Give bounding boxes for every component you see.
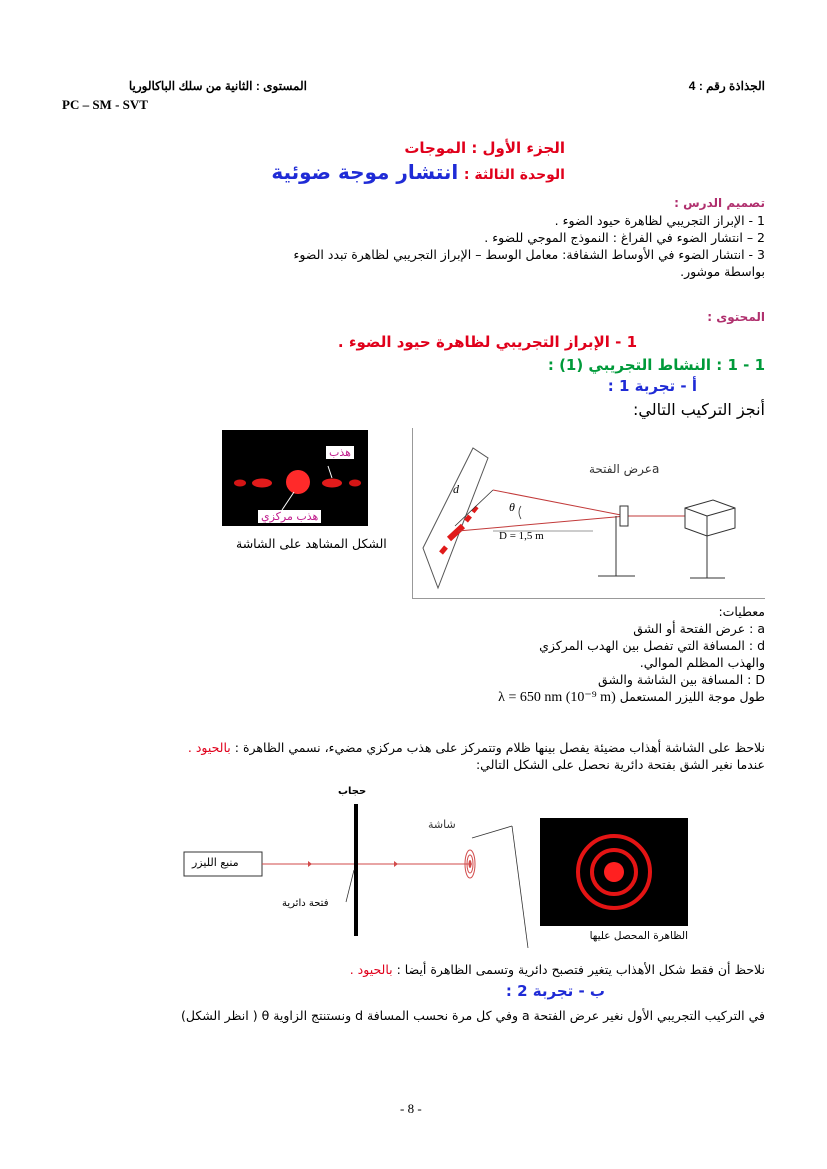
central-fringe-label: هذب مركزي xyxy=(258,510,321,523)
observed-pattern-image xyxy=(222,430,368,526)
circular-aperture-text: عندما نغير الشق بفتحة دائرية نحصل على الشكل التالي: xyxy=(475,757,765,772)
fringe-dot xyxy=(252,479,272,488)
unit-prefix: الوحدة الثالثة : xyxy=(463,167,565,183)
ring-center xyxy=(469,860,472,868)
theta-arc xyxy=(519,506,521,519)
header-sheet-number: الجذاذة رقم : 4 xyxy=(688,79,765,93)
hole-pointer xyxy=(346,870,354,902)
slit xyxy=(620,506,628,526)
data-D: D : المسافة بين الشاشة والشق xyxy=(598,672,765,687)
label-pointer xyxy=(282,492,294,510)
screen-fringe xyxy=(466,516,470,521)
design-item: 1 - الإبراز التجريبي لظاهرة حيود الضوء . xyxy=(554,213,765,228)
slit-width-label: aعرض الفتحة xyxy=(589,462,660,476)
unit-name: انتشار موجة ضوئية xyxy=(271,160,459,184)
content-heading: المحتوى : xyxy=(707,310,765,324)
screen-edge xyxy=(512,826,528,948)
observation-1 xyxy=(45,740,765,755)
data-d-continued: والهذب المظلم الموالي. xyxy=(639,655,765,670)
d-label: d xyxy=(453,482,459,496)
fringe-dot xyxy=(322,479,342,488)
data-heading: معطيات: xyxy=(718,604,765,619)
experiment-2-title: ب - تجربة 2 : xyxy=(505,982,605,1000)
result-caption: الظاهرة المحصل عليها xyxy=(589,930,688,942)
data-a: a : عرض الفتحة أو الشق xyxy=(633,621,765,636)
design-item: 2 – انتشار الضوء في الفراغ : النموذج الموجي للضوء . xyxy=(484,230,765,245)
observation-2 xyxy=(45,962,765,977)
beam-arrow xyxy=(308,861,312,867)
data-block xyxy=(365,603,765,706)
laser-source xyxy=(685,500,735,536)
instruction: أنجز التركيب التالي: xyxy=(633,400,765,419)
laser-source-label: منبع الليزر xyxy=(192,856,239,869)
design-item: 3 - انتشار الضوء في الأوساط الشفافة: معامل الوسط – الإبراز التجريبي لظاهرة تبدد الضوء xyxy=(293,247,765,262)
observation-1-text: نلاحظ على الشاشة أهذاب مضيئة يفصل بينها ظلام وتتمركز على هذب مركزي مضيء، نسمي الظاهرة : xyxy=(234,740,765,755)
screen-pointer xyxy=(472,826,512,838)
screen-label: شاشة xyxy=(428,818,456,831)
section-title: 1 - الإبراز التجريبي لظاهرة حيود الضوء . xyxy=(337,333,637,351)
label-pointer xyxy=(328,466,332,478)
beam-arrow xyxy=(394,861,398,867)
fringe-dot xyxy=(349,480,361,487)
header-streams: PC – SM - SVT xyxy=(62,97,148,112)
design-heading: تصميم الدرس : xyxy=(674,196,765,210)
header-level: المستوى : الثانية من سلك الباكالوريا xyxy=(128,79,307,93)
unit-title xyxy=(271,160,565,184)
screen-fringe xyxy=(473,507,477,512)
D-label: D = 1,5 m xyxy=(499,530,544,542)
lambda-value: λ = 650 nm (10⁻⁹ m) xyxy=(498,690,616,705)
setup-diagram xyxy=(412,428,765,599)
observation-1-term: بالحيود . xyxy=(187,740,231,755)
page-number: - 8 - xyxy=(400,1101,422,1116)
observed-caption: الشكل المشاهد على الشاشة xyxy=(236,536,387,551)
design-item: بواسطة موشور. xyxy=(680,264,765,279)
observation-2-term: بالحيود . xyxy=(349,962,393,977)
experiment-2-text: في التركيب التجريبي الأول نغير عرض الفتحة a وفي كل مرة نحسب المسافة d ونستنتج الزاوية θ ( انظر الشكل) xyxy=(180,1008,765,1023)
circular-setup-drawing xyxy=(172,790,532,950)
part-title: الجزء الأول : الموجات xyxy=(404,139,565,157)
circular-setup-diagram xyxy=(172,786,532,950)
data-d: d : المسافة التي تفصل بين الهدب المركزي xyxy=(539,638,765,653)
observation-2-text: نلاحظ أن فقط شكل الأهذاب يتغير فتصبح دائرية وتسمى الظاهرة أيضا : xyxy=(396,962,765,977)
hole-label: فتحة دائرية xyxy=(282,898,329,909)
central-spot xyxy=(604,862,624,882)
theta-label: θ xyxy=(509,500,515,514)
activity-title: 1 - 1 : النشاط التجريبي (1) : xyxy=(547,356,765,374)
central-fringe xyxy=(286,470,310,494)
design-list xyxy=(65,212,765,280)
setup-drawing xyxy=(413,428,765,598)
fringe-dot xyxy=(234,480,246,487)
circular-pattern-image xyxy=(540,818,688,926)
airy-rings-graphic xyxy=(540,818,688,926)
beam-axis xyxy=(458,516,626,531)
fringe-label: هذب xyxy=(326,446,354,459)
experiment-1-title: أ - تجربة 1 : xyxy=(607,377,697,395)
barrier-label: حجاب xyxy=(338,786,367,797)
data-lambda xyxy=(365,688,765,706)
lambda-label: طول موجة الليزر المستعمل xyxy=(619,689,765,704)
screen-panel xyxy=(423,448,488,588)
